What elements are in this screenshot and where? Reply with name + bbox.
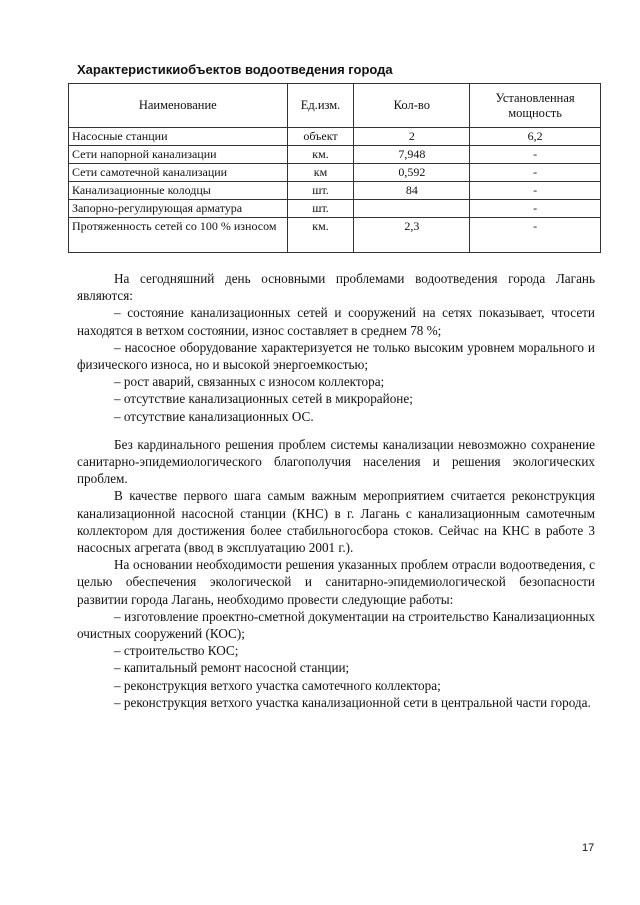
row-name: Насосные станции (69, 128, 288, 146)
table-row (69, 146, 601, 164)
table-row (69, 218, 601, 253)
row-unit: км (287, 164, 354, 182)
table-row (69, 164, 601, 182)
row-name: Сети самотечной канализации (69, 164, 288, 182)
row-unit: шт. (287, 200, 354, 218)
row-unit: объект (287, 128, 354, 146)
row-unit: шт. (287, 182, 354, 200)
row-capacity: - (470, 200, 601, 218)
row-unit: км. (287, 218, 354, 253)
list-item: – капитальный ремонт насосной станции; (114, 660, 350, 676)
list-item: – изготовление проектно-сметной документации на строительство Канализационных очистных сооружений (КОС); (77, 608, 595, 642)
row-name: Канализационные колодцы (69, 182, 288, 200)
table-header-row (69, 84, 601, 128)
page-number: 17 (582, 842, 595, 854)
row-capacity: 6,2 (470, 128, 601, 146)
row-capacity: - (470, 164, 601, 182)
paragraph: В качестве первого шага самым важным мероприятием считается реконструкция канализационной насосной станции (КНС) в г. Лагань с канализационным самотечным коллектором для достижения более стабильногосбора стоков. Сейчас на КНС в работе 3 насосных агрегата (ввод в эксплуатацию 2001 г.). (77, 488, 595, 556)
paragraph-intro: На сегодняшний день основными проблемами водоотведения города Лагань являются: (77, 271, 595, 304)
row-quantity: 2 (354, 128, 470, 146)
row-quantity: 0,592 (354, 164, 470, 182)
list-item: – состояние канализационных сетей и сооружений на сетях показывает, чтосети находятся в ветхом состоянии, износ составляет в среднем 78 %; (77, 305, 595, 338)
header-quantity: Кол-во (354, 84, 470, 128)
row-name: Запорно-регулирующая арматура (69, 200, 288, 218)
table-row (69, 128, 601, 146)
row-quantity: 7,948 (354, 146, 470, 164)
list-item: – насосное оборудование характеризуется не только высоким уровнем морального и физического износа, но и высокой энергоемкостью; (77, 339, 595, 373)
row-capacity: - (470, 218, 601, 253)
row-name: Сети напорной канализации (69, 146, 288, 164)
paragraph: Без кардинального решения проблем системы канализации невозможно сохранение санитарно-эпидемиологического благополучия населения и решения экологических проблем. (77, 436, 595, 487)
list-item: – рост аварий, связанных с износом коллектора; (114, 374, 385, 390)
body-text (77, 270, 595, 711)
row-name: Протяженность сетей со 100 % износом (69, 218, 288, 253)
table-title: Характеристикиобъектов водоотведения города (77, 62, 393, 77)
paragraph: На основании необходимости решения указанных проблем отрасли водоотведения, с целью обеспечения экологической и санитарно-эпидемиологической безопасности развитии города Лагань, необходимо провести следующие работы: (77, 557, 595, 607)
table-row (69, 182, 601, 200)
list-item: – отсутствие канализационных сетей в микрорайоне; (114, 391, 413, 407)
list-item: – реконструкция ветхого участка самотечного коллектора; (114, 677, 441, 693)
row-quantity: 2,3 (354, 218, 470, 253)
list-item: – отсутствие канализационных ОС. (114, 408, 314, 424)
row-quantity: 84 (354, 182, 470, 200)
list-item: – реконструкция ветхого участка канализационной сети в центральной части города. (114, 694, 591, 710)
list-item: – строительство КОС; (114, 643, 239, 659)
table-row (69, 200, 601, 218)
row-capacity: - (470, 182, 601, 200)
row-quantity (354, 200, 470, 218)
objects-table (68, 83, 601, 253)
row-unit: км. (287, 146, 354, 164)
row-capacity: - (470, 146, 601, 164)
header-name: Наименование (69, 84, 288, 128)
header-capacity: Установленная мощность (470, 84, 601, 128)
header-unit: Ед.изм. (287, 84, 354, 128)
